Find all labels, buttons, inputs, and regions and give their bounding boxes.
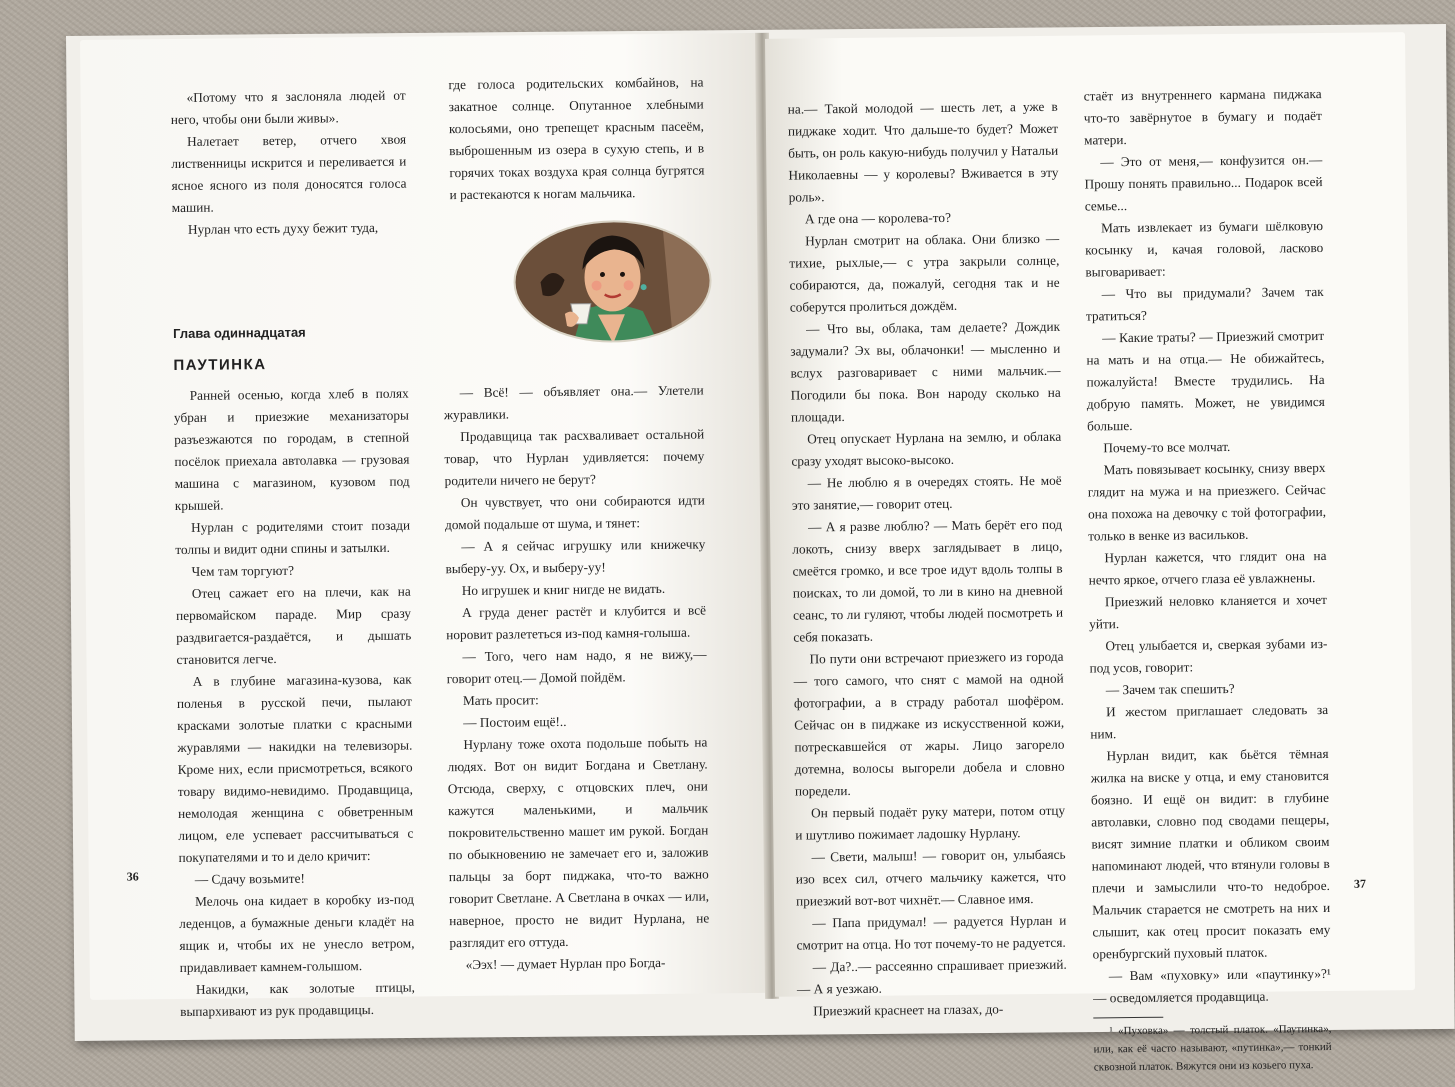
paragraph: стаёт из внутреннего кармана пиджака что-то завёрнутое в бумагу и подаёт матери. bbox=[1083, 86, 1322, 148]
paragraph: «Потому что я заслоняла людей от него, чтобы они были живы». bbox=[170, 87, 406, 128]
left-col2-bottom bbox=[444, 379, 710, 976]
paragraph: Мелочь она кидает в коробку из-под леденцов, а бумажные деньги кладёт на ящик и, чтобы их не унесло ветром, придавливает камнем-голышом. bbox=[179, 891, 415, 976]
page-number-right: 37 bbox=[1353, 876, 1366, 891]
paragraph: Чем там торгуют? bbox=[191, 562, 295, 579]
paragraph: Отец опускает Нурлана на землю, и облака сразу уходят высоко-высоко. bbox=[791, 428, 1062, 469]
left-col1-top bbox=[170, 85, 407, 241]
paragraph: — Свети, малыш! — говорит он, улыбаясь изо всех сил, отчего мальчику кажется, что приезжий вот-вот чихнёт.— Славное имя. bbox=[795, 846, 1066, 909]
paragraph: Отец сажает его на плечи, как на первомайском параде. Мир сразу раздвигается-раздаётся, и дышать становится легче. bbox=[175, 583, 412, 668]
paragraph: Он первый подаёт руку матери, потом отцу и шутливо пожимает ладошку Нурлану. bbox=[795, 802, 1066, 843]
paragraph: Ранней осенью, когда хлеб в полях убран и приезжие механизаторы разъезжаются по городам, в степной посёлок приехала автолавка — грузовая машина с магазином, кузовом под крышей. bbox=[173, 385, 410, 514]
paragraph: — Что вы придумали? Зачем так тратиться? bbox=[1085, 283, 1324, 324]
paragraph: Накидки, как золотые птицы, выпархивают из рук продавщицы. bbox=[180, 979, 416, 1020]
paragraph: — А я разве люблю? — Мать берёт его под локоть, снизу вверх заглядывает в лицо, смеётся громко, и все трое идут вдоль толпы в поисках, то ли домой, то ли в кино на дневной сеанс, то ли гуляют, чтобы людей посмотреть и себя показать. bbox=[792, 516, 1064, 645]
right-page bbox=[765, 32, 1415, 1074]
paragraph: — Это от меня,— конфузится он.— Прошу понять правильно... Подарок всей семье... bbox=[1084, 151, 1323, 214]
footnote-rule bbox=[1093, 1017, 1163, 1019]
right-col1 bbox=[788, 96, 1068, 1023]
paragraph: Нурлан смотрит на облака. Они близко — тихие, рыхлые,— с утра закрыли солнце, собираются, да, пожалуй, сегодня так и не соберутся пролиться дождём. bbox=[789, 230, 1060, 315]
paragraph: где голоса родительских комбайнов, на закатное солнце. Опутанное хлебными колосьями, оно трепещет красным пасеём, выброшенным из озера в сухую степь, и в горячих токах воздуха края солнца бугрятся и растекаются к ногам мальчика. bbox=[448, 74, 705, 203]
paragraph: Почему-то все молчат. bbox=[1103, 438, 1231, 456]
paragraph: Продавщица так расхваливает остальной товар, что Нурлан удивляется: почему родители ничего не берут? bbox=[444, 426, 705, 489]
paragraph: Он чувствует, что они собираются идти домой подальше от шума, и тянет: bbox=[445, 492, 705, 533]
paragraph: А груда денег растёт и клубится и всё норовит разлететься из-под камня-голыша. bbox=[446, 602, 707, 643]
chapter-label: Глава одиннадцатая bbox=[173, 324, 306, 342]
paragraph: А в глубине магазина-кузова, как поленья в русской печи, пылают красками золотые платки с красными журавлями — накидки на телевизоры. Кроме них, если присмотреться, всякого товару видимо-невидимо. Продавщица, немолодая женщина с обветренным лицом, еле успевает рассчитываться с покупателями и то и дело кричит: bbox=[176, 671, 414, 866]
paragraph: И жестом приглашает следовать за ним. bbox=[1090, 701, 1329, 742]
paragraph: — Какие траты? — Приезжий смотрит на мать и на отца.— Не обижайтесь, пожалуйста! Вместе трудились. На добрую память. Может, не увидимся больше. bbox=[1086, 327, 1325, 434]
paragraph: — Папа придумал! — радуется Нурлан и смотрит на отца. Но тот почему-то не радуется. bbox=[796, 912, 1067, 953]
chapter-title: ПАУТИНКА bbox=[173, 356, 267, 375]
illustration-woman-with-cup bbox=[512, 218, 713, 344]
paragraph: — Сдачу возьмите! bbox=[194, 870, 305, 887]
paragraph: Нурлан что есть духу бежит туда, bbox=[187, 219, 379, 237]
paragraph: — Всё! — объявляет она.— Улетели журавлики. bbox=[443, 382, 704, 423]
paragraph: Нурлан кажется, что глядит она на нечто яркое, отчего глаза её увлажнены. bbox=[1088, 547, 1327, 588]
paragraph: — Постоим ещё!.. bbox=[463, 713, 567, 731]
paragraph: Нурлану тоже охота подольше побыть на людях. Вот он видит Богдана и Светлану. Отсюда, сверху, с отцовских плеч, они кажутся маленькими, и мальчик покровительственно машет им рукой. Богдан по обыкновению не замечает его и, заложив пальцы за борт пиджака, что-то важно говорит Светлане. А Светлана в очках — или, наверное, просто не видит Нурлана, не разглядит его оттуда. bbox=[447, 734, 710, 951]
paragraph: Приезжий краснеет на глазах, до- bbox=[813, 1001, 1004, 1019]
paragraph: Мать просит: bbox=[462, 692, 539, 709]
paragraph: Нурлан видит, как бьётся тёмная жилка на виске у отца, и ему становится боязно. И ещё он видит: в глубине автолавки, словно под сводами пещеры, висят зимние платки и обликом своим напоминают людей, что втянули головы в плечи и замыслили что-то недоброе. Мальчик старается не смотреть на них и слышит, как отец просит показать ему оренбургский пуховый платок. bbox=[1090, 745, 1331, 962]
left-col1-bottom bbox=[174, 383, 416, 1023]
paragraph: на.— Такой молодой — шесть лет, а уже в пиджаке ходит. Что дальше-то будет? Может быть, он роль какую-нибудь получил у Натальи Николаевны — у королевы? Вживается в эту роль». bbox=[787, 98, 1059, 205]
chapter-heading bbox=[173, 321, 409, 377]
paragraph: — Вам «пуховку» или «паутинку»?¹ — осведомляется продавщица. bbox=[1093, 965, 1331, 1006]
paragraph: Нурлан с родителями стоит позади толпы и видит одни спины и затылки. bbox=[175, 517, 411, 558]
paragraph: Мать извлекает из бумаги шёлковую косынку и, качая головой, ласково выговаривает: bbox=[1085, 217, 1324, 280]
right-col2 bbox=[1084, 83, 1332, 1076]
paragraph: — Что вы, облака, там делаете? Дождик задумали? Эх вы, облачонки! — мысленно и вслух разговаривает с ними мальчик.— Погодили бы пока. Вон народу сколько на площади. bbox=[790, 318, 1061, 425]
page-number-left: 36 bbox=[126, 869, 139, 884]
left-page bbox=[80, 33, 770, 1020]
left-col2-top bbox=[448, 71, 704, 206]
paragraph: — Того, чего нам надо, я не вижу,— говорит отец.— Домой пойдём. bbox=[446, 646, 707, 687]
paragraph: — Не люблю я в очередях стоять. Не моё это занятие,— говорит отец. bbox=[791, 472, 1062, 513]
paragraph: Мать повязывает косынку, снизу вверх глядит на мужа и на приезжего. Сейчас она похожа на девочку с той фотографии, только в венке из васильков. bbox=[1087, 459, 1327, 544]
paragraph: Отец улыбается и, сверкая зубами из-под усов, говорит: bbox=[1089, 635, 1328, 676]
footnote: ¹ «Пуховка» — толстый платок. «Паутинка», или, как её часто называют, «путинка»,— тонкий сквозной платок. Вяжутся они из козьего пуха. bbox=[1093, 1022, 1332, 1074]
paragraph: Налетает ветер, отчего хвоя лиственницы искрится и переливается и ясное ясного из поля доносятся голоса машин. bbox=[171, 131, 407, 216]
paragraph: — Зачем так спешить? bbox=[1105, 680, 1235, 698]
paragraph: Но игрушек и книг нигде не видать. bbox=[461, 580, 666, 599]
paragraph: — Да?..— рассеянно спрашивает приезжий.— А я уезжаю. bbox=[796, 956, 1067, 997]
paragraph: — А я сейчас игрушку или книжечку выберу-уу. Ох, и выберу-уу! bbox=[445, 536, 706, 577]
paragraph: А где она — королева-то? bbox=[804, 209, 952, 227]
paragraph: Приезжий неловко кланяется и хочет уйти. bbox=[1089, 591, 1328, 632]
paragraph: «Ээх! — думает Нурлан про Богда- bbox=[465, 954, 666, 973]
paragraph: По пути они встречают приезжего из города — того самого, что снят с мамой на одной фотографии, а в страду работал шофёром. Сейчас он в пиджаке из искусственной кожи, потрескавшейся от жары. Лицо загорело дотемна, волосы выгорели добела и словно поредели. bbox=[793, 648, 1065, 799]
open-book bbox=[80, 26, 1425, 1074]
